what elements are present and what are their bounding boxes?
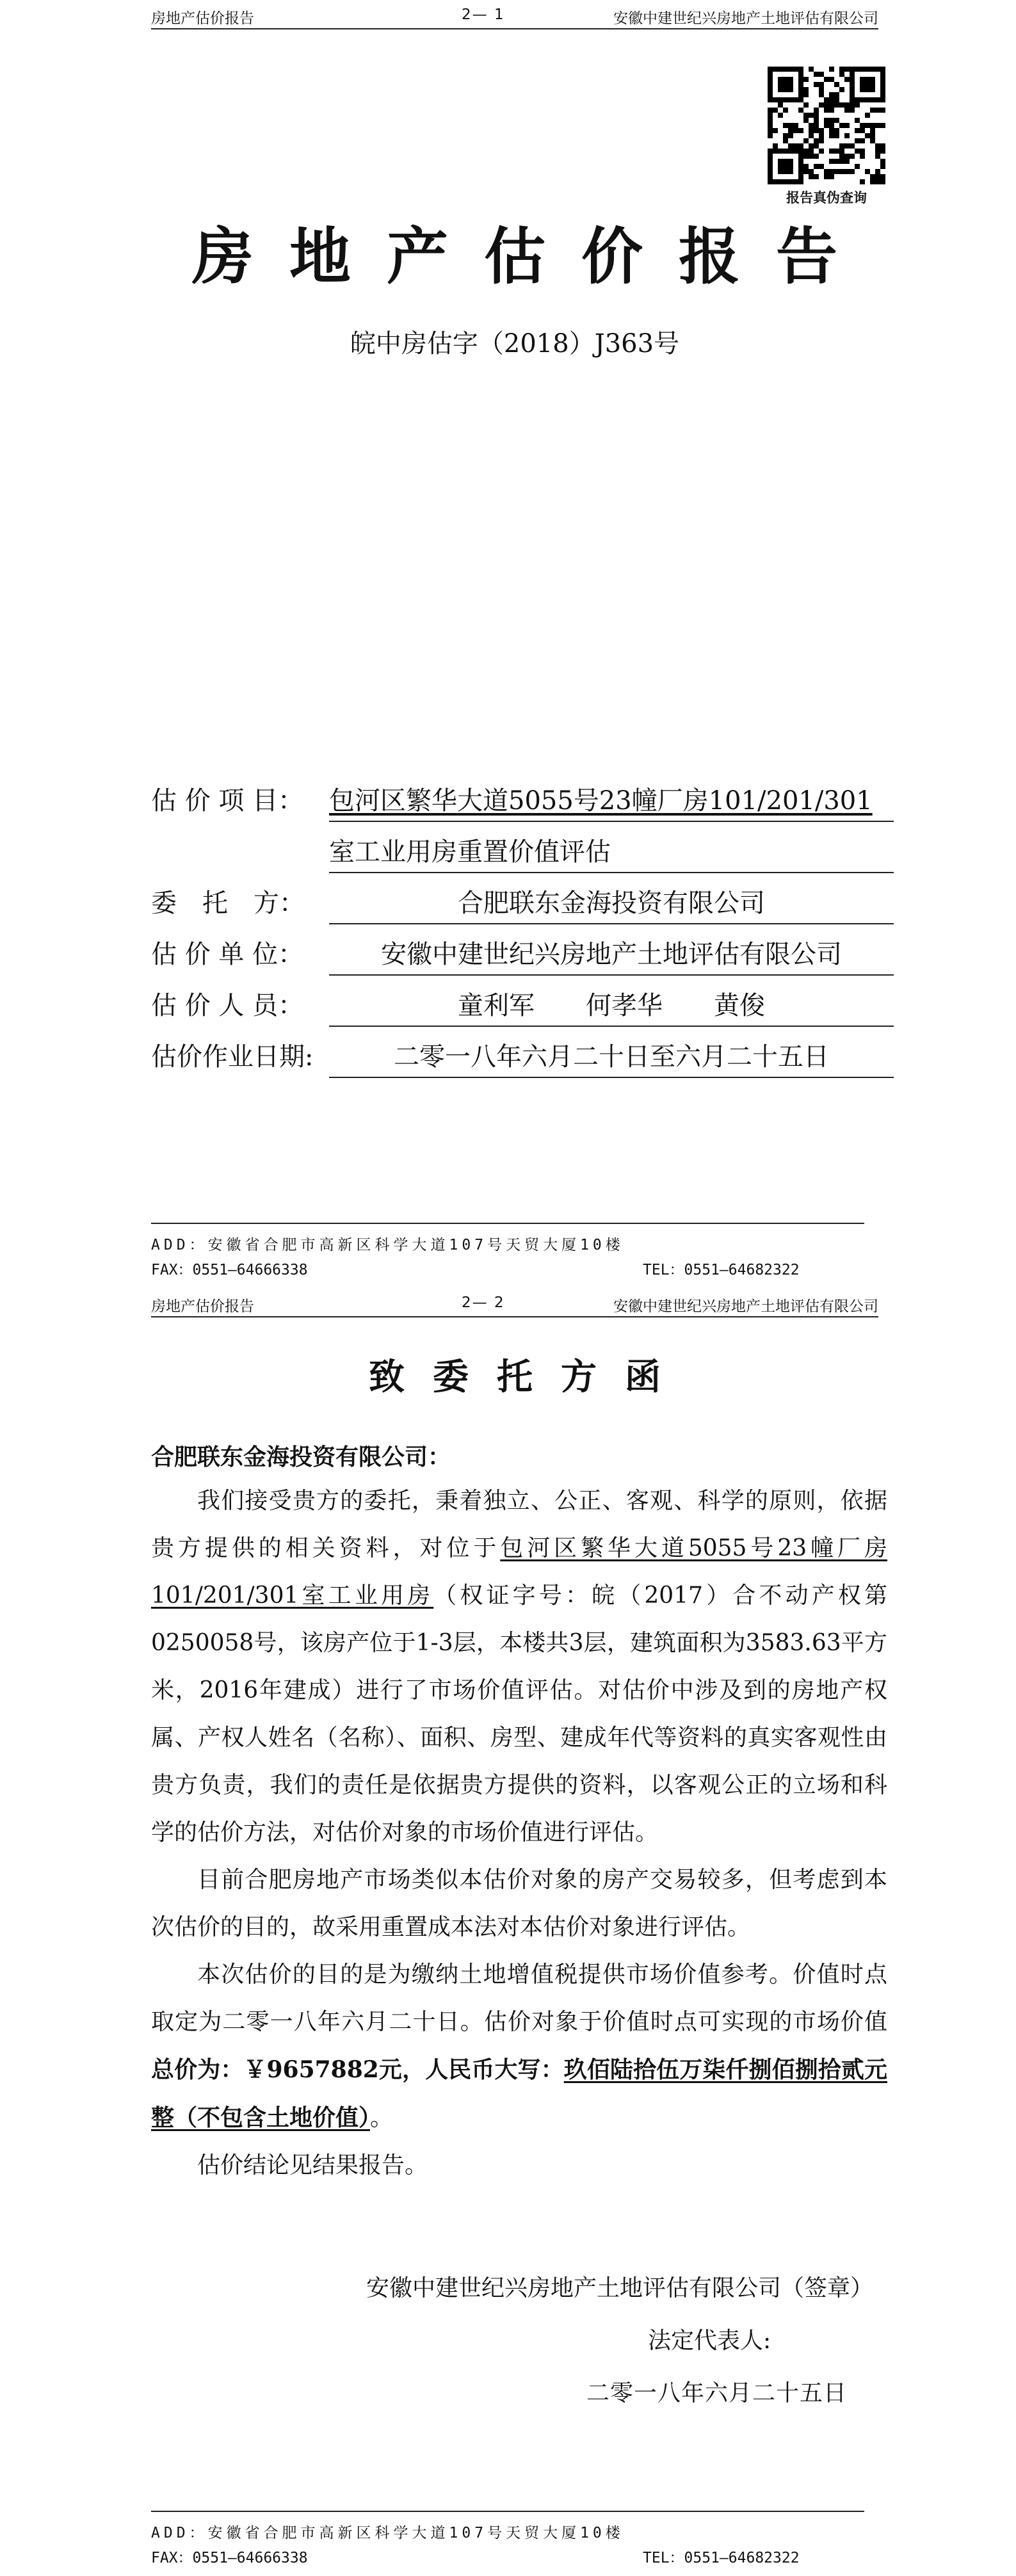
header-right: 安徽中建世纪兴房地产土地评估有限公司 bbox=[613, 1298, 878, 1315]
report-title: 房地产估价报告 bbox=[192, 220, 873, 293]
field-client-value: 合肥联东金海投资有限公司 bbox=[329, 883, 894, 924]
signature-date: 二零一八年六月二十五日 bbox=[586, 2380, 848, 2406]
field-date bbox=[151, 1034, 894, 1072]
total-value: 总价为：￥9657882元，人民币大写： bbox=[151, 2056, 564, 2083]
letter-title: 致委托方函 bbox=[369, 1356, 689, 1398]
footer-tel: TEL：0551—64682322 bbox=[643, 1262, 800, 1278]
letter-paragraph: 估价结论见结果报告。 bbox=[197, 2152, 428, 2178]
field-client-label: 委 托 方： bbox=[151, 889, 305, 918]
field-date-label: 估价作业日期: bbox=[151, 1042, 314, 1072]
footer-address: ADD：安徽省合肥市高新区科学大道107号天贸大厦10楼 bbox=[151, 1237, 624, 1253]
header-left: 房地产估价报告 bbox=[151, 1298, 254, 1315]
field-date-value: 二零一八年六月二十日至六月二十五日 bbox=[329, 1036, 894, 1078]
document-number: 皖中房估字（2018）J363号 bbox=[350, 329, 680, 358]
letter-paragraph: 目前合肥房地产市场类似本估价对象的房产交易较多，但考虑到本次估价的目的，故采用重置成本法对本估价对象进行评估。 bbox=[151, 1867, 887, 1940]
field-unit bbox=[151, 931, 894, 970]
field-project bbox=[151, 778, 894, 816]
letter-page bbox=[0, 1288, 1016, 2576]
footer-address: ADD：安徽省合肥市高新区科学大道107号天贸大厦10楼 bbox=[151, 2525, 624, 2541]
footer-rule bbox=[151, 2511, 864, 2512]
property-address: 包河区繁华大道5055号23幢厂房101/201/301室工业用房 bbox=[151, 1535, 887, 1609]
footer-fax: FAX：0551—64666338 bbox=[151, 1262, 308, 1278]
header-page-number: 2— 1 bbox=[462, 6, 505, 23]
letter-paragraph: 本次估价的目的是为缴纳土地增值税提供市场价值参考。价值时点取定为二零一八年六月二十日。估价对象于价值时点可实现的市场价值总价为：￥9657882元，人民币大写：玖佰陆拾伍万柒仟捌佰捌拾贰元整（不包含土地价值）。 bbox=[151, 1961, 887, 2131]
letter-paragraph: 我们接受贵方的委托，秉着独立、公正、客观、科学的原则，依据贵方提供的相关资料，对位于包河区繁华大道5055号23幢厂房101/201/301室工业用房（权证字号：皖（2017）合不动产权第0250058号，该房产位于1-3层，本楼共3层，建筑面积为3583.63平方米，2016年建成）进行了市场价值评估。对估价中涉及到的房地产权属、产权人姓名（名称）、面积、房型、建成年代等资料的真实客观性由贵方负责，我们的责任是依据贵方提供的资料，以客观公正的立场和科学的估价方法，对估价对象的市场价值进行评估。 bbox=[151, 1488, 887, 1846]
field-project-value-line2: 室工业用房重置价值评估 bbox=[329, 832, 894, 873]
header-left: 房地产估价报告 bbox=[151, 10, 254, 27]
field-client bbox=[151, 880, 894, 919]
qr-code-icon bbox=[768, 67, 885, 184]
qr-label: 报告真伪查询 bbox=[786, 189, 867, 205]
field-project-label: 估 价 项 目： bbox=[151, 786, 304, 816]
footer-tel: TEL：0551—64682322 bbox=[643, 2550, 800, 2566]
field-project-cont bbox=[151, 829, 894, 867]
field-unit-value: 安徽中建世纪兴房地产土地评估有限公司 bbox=[329, 934, 894, 976]
signature-company: 安徽中建世纪兴房地产土地评估有限公司（签章） bbox=[366, 2275, 874, 2301]
footer-fax: FAX：0551—64666338 bbox=[151, 2550, 308, 2566]
field-staff-label: 估 价 人 员： bbox=[151, 991, 304, 1020]
field-project-value-line1: 包河区繁华大道5055号23幢厂房101/201/301 bbox=[329, 780, 894, 822]
header-page-number: 2— 2 bbox=[462, 1294, 505, 1311]
signature-representative: 法定代表人: bbox=[648, 2328, 771, 2354]
letter-body bbox=[151, 1477, 887, 2189]
letter-addressee: 合肥联东金海投资有限公司： bbox=[151, 1444, 451, 1470]
page-header bbox=[151, 1288, 878, 1317]
field-staff-value: 童利军 何孝华 黄俊 bbox=[329, 985, 894, 1027]
field-unit-label: 估 价 单 位： bbox=[151, 940, 304, 969]
total-value-capital: 玖佰陆拾伍万柒仟捌佰捌拾贰元整（不包含土地价值） bbox=[151, 2056, 887, 2131]
field-staff bbox=[151, 983, 894, 1021]
page-header bbox=[151, 0, 878, 29]
page-footer bbox=[151, 2511, 887, 2565]
footer-rule bbox=[151, 1223, 864, 1224]
page-footer bbox=[151, 1223, 887, 1277]
header-right: 安徽中建世纪兴房地产土地评估有限公司 bbox=[613, 10, 878, 27]
